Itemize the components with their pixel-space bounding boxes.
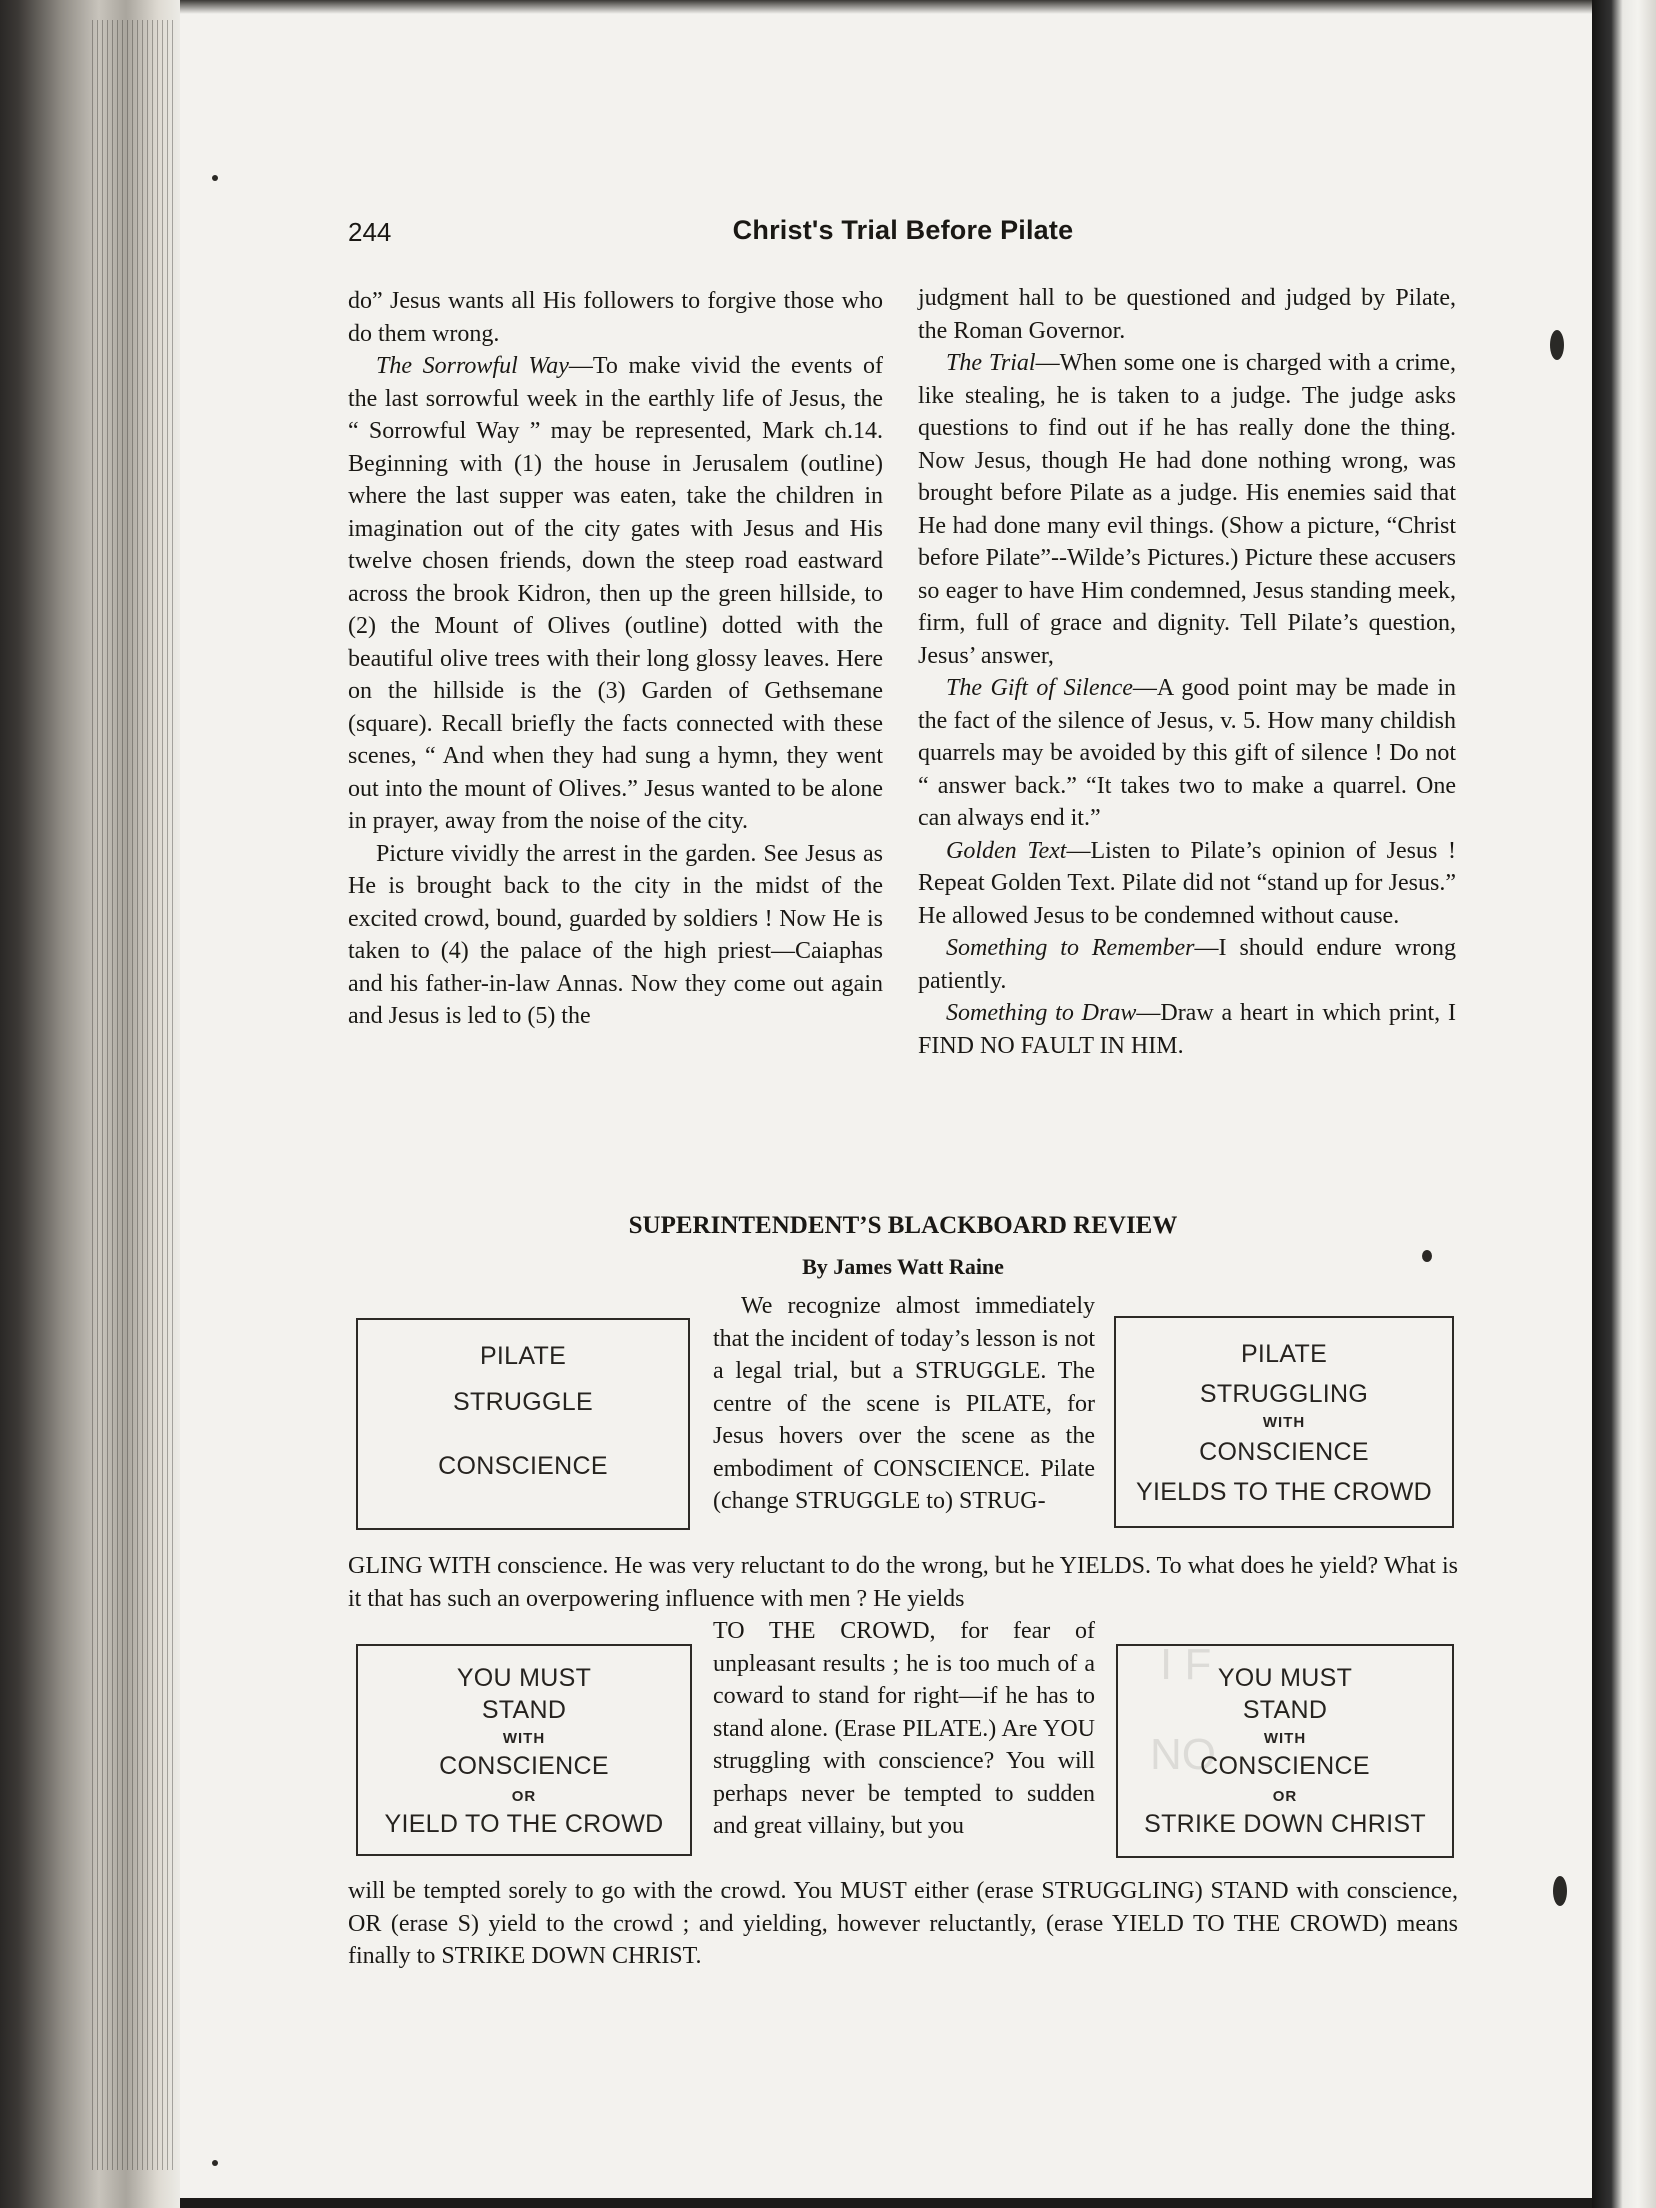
box-line: CONSCIENCE <box>438 1452 608 1480</box>
box-line: YOU MUST <box>456 1664 592 1692</box>
paragraph-body: —To make vivid the events of the last sorrowful week in the earthly life of Jesus, the “ Sorrowful Way ” may be represented, Mark ch.14. Beginning with (1) the house in Jerusalem (outline) where the last supper was eaten, take the children in imagination out of the city gates with Jesus and His twelve chosen friends, down the steep road eastward across the brook Kidron, then up the green hillside, to (2) the Mount of Olives (outline) dotted with the beautiful olive trees with their long glossy leaves. Here on the hillside is the (3) Garden of Gethsemane (square). Recall briefly the facts connected with these scenes, “ And when they had sung a hymn, they went out into the mount of Olives.” Jesus wanted to be alone in prayer, away from the noise of the city. <box>348 353 884 834</box>
ink-speck <box>212 175 218 181</box>
book-gutter <box>1592 0 1656 2208</box>
box-line: PILATE <box>1240 1340 1328 1368</box>
paragraph: Picture vividly the arrest in the garden. See Jesus as He is brought back to the city in the midst of the excited crowd, bound, guarded by soldiers ! Now He is taken to (4) the palace of the high priest—Caiaphas and his father-in-law Annas. Now they come out again and Jesus is led to (5) the <box>348 840 883 1029</box>
box-line: STAND <box>1242 1696 1328 1724</box>
paragraph-gift-of-silence: The Gift of Silence—A good point may be made in the fact of the silence of Jesus, v. 5. How many childish quarrels may be avoided by this gift of silence ! Do not “ answer back.” “It takes two to make a quarrel. One can always end it.” <box>918 675 1456 831</box>
ink-speck <box>212 2160 218 2166</box>
blackboard-box-3 <box>356 1644 692 1856</box>
left-column <box>348 285 883 1033</box>
paragraph: do” Jesus wants all His followers to forgive those who do them wrong. <box>348 288 883 347</box>
blackboard-title: SUPERINTENDENT’S BLACKBOARD REVIEW <box>628 1212 1178 1239</box>
italic-lead: The Sorrowful Way <box>376 353 569 379</box>
box-line: CONSCIENCE <box>1200 1752 1370 1780</box>
paragraph-golden-text: Golden Text—Listen to Pilate’s opinion of Jesus ! Repeat Golden Text. Pilate did not “stand up for Jesus.” He allowed Jesus to be condemned without cause. <box>918 837 1457 929</box>
box-line: YIELDS TO THE CROWD <box>1135 1478 1433 1506</box>
box-line: YOU MUST <box>1217 1664 1353 1692</box>
right-column <box>918 282 1456 1062</box>
blackboard-box-4 <box>1116 1644 1454 1858</box>
binder-hole-mark <box>1550 330 1564 360</box>
italic-lead: The Gift of Silence <box>946 675 1133 701</box>
italic-lead: Golden Text <box>946 837 1067 864</box>
paragraph: judgment hall to be questioned and judged by Pilate, the Roman Governor. <box>918 285 1456 344</box>
page-top-shadow <box>180 0 1595 14</box>
blackboard-text-4: will be tempted sorely to go with the crowd. You MUST either (erase STRUGGLING) STAND with conscience, OR (erase S) yield to the crowd ; and yielding, however reluctantly, (erase YIELD TO THE CROWD) means finally to STRIKE DOWN CHRIST. <box>348 1878 1458 1969</box>
blackboard-text-3: TO THE CROWD, for fear of unpleasant results ; he is too much of a coward to stand for right—if he has to stand alone. (Erase PILATE.) Are YOU struggling with conscience? You will perhaps never be tempted to sudden and great villainy, but you <box>713 1618 1095 1839</box>
box-line: YIELD TO THE CROWD <box>384 1810 664 1838</box>
paragraph-remember: Something to Remember—I should endure wrong patiently. <box>918 935 1456 994</box>
paragraph-draw: Something to Draw—Draw a heart in which print, I FIND NO FAULT IN HIM. <box>918 1000 1456 1059</box>
box-line: STAND <box>481 1696 567 1724</box>
paragraph-trial: The Trial—When some one is charged with a crime, like stealing, he is taken to a judge. The judge asks questions to find out if he has really done the thing. Now Jesus, though He had done nothing wrong, was brought before Pilate as a judge. His enemies said that He had done many evil things. (Show a picture, “Christ before Pilate”--Wilde’s Pictures.) Picture these accusers so eager to have Him condemned, Jesus standing meek, firm, full of grace and dignity. Tell Pilate’s question, Jesus’ answer, <box>918 350 1457 669</box>
running-title: Christ's Trial Before Pilate <box>732 215 1074 245</box>
paragraph-sorrowful-way <box>348 350 883 838</box>
binder-hole-mark <box>1553 1876 1567 1906</box>
page-number: 244 <box>348 217 392 247</box>
blackboard-text-1: We recognize almost immediately that the incident of today’s lesson is not a legal trial, but a STRUGGLE. The centre of the scene is PILATE, for Jesus hovers over the scene as the embodiment of CONSCIENCE. Pilate (change STRUGGLE to) STRUG- <box>713 1293 1095 1514</box>
italic-lead: The Trial <box>946 350 1036 376</box>
blackboard-text-2: GLING WITH conscience. He was very reluctant to do the wrong, but he YIELDS. To what does he yield? What is it that has such an overpowering influence with men ? He yields <box>348 1553 1458 1612</box>
stacked-page-lines <box>92 20 174 2170</box>
italic-lead: Something to Draw <box>946 1000 1137 1026</box>
box-line: OR <box>511 1788 537 1805</box>
box-line: WITH <box>1263 1730 1307 1747</box>
box-line: OR <box>1272 1788 1298 1805</box>
italic-lead: Something to Remember <box>946 935 1195 961</box>
page-header <box>348 215 1458 255</box>
box-line: WITH <box>1262 1414 1306 1431</box>
box-line: CONSCIENCE <box>1199 1438 1369 1466</box>
blackboard-byline: By James Watt Raine <box>802 1254 1004 1279</box>
box-line: STRUGGLING <box>1199 1380 1369 1408</box>
box-line: STRIKE DOWN CHRIST <box>1144 1810 1426 1838</box>
blackboard-box-1 <box>356 1318 690 1530</box>
box-line: STRUGGLE <box>453 1388 593 1416</box>
box-line: WITH <box>502 1730 546 1747</box>
blackboard-box-2 <box>1114 1316 1454 1528</box>
box-line: CONSCIENCE <box>439 1752 609 1780</box>
box-line: PILATE <box>479 1342 567 1370</box>
show-through-ghost: I F NO <box>1150 1640 1216 1779</box>
